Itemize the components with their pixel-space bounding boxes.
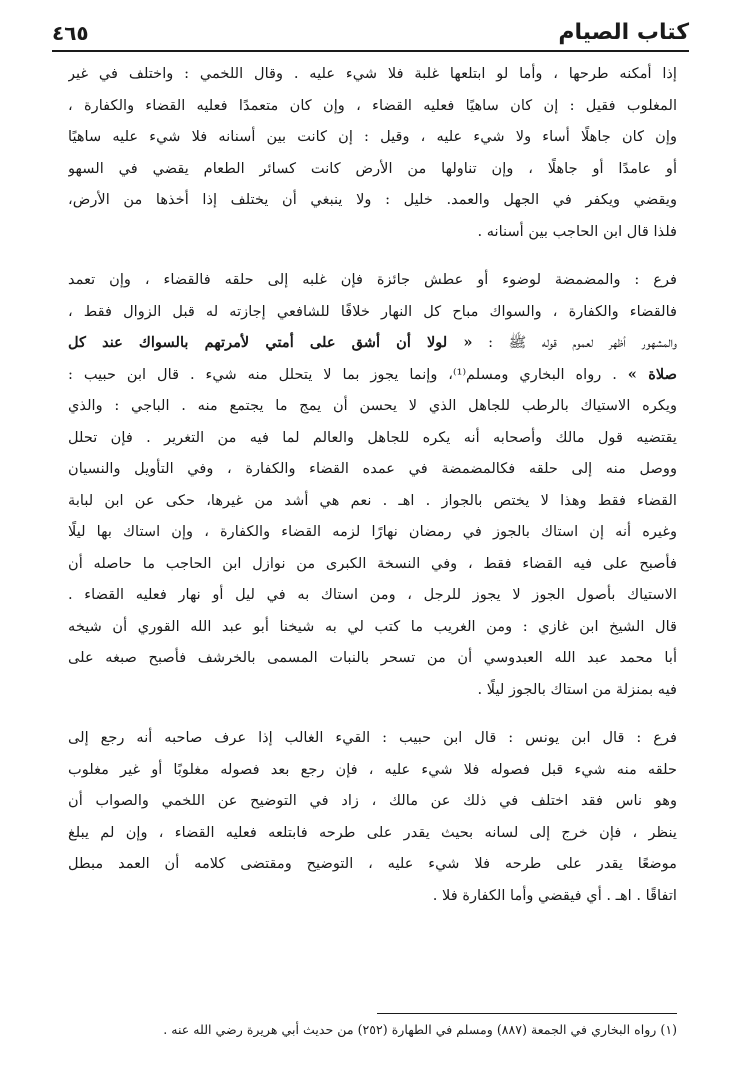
text-line: وهو ناس فقد اختلف في ذلك عن مالك ، زاد في التوضيح عن اللخمي والصواب أن	[68, 792, 677, 809]
page-header	[52, 14, 689, 52]
text-line: يقتضيه قول مالك وأصحابه أنه يكره للجاهل والعالم لما فيه من التغرير . فإن تحلل	[68, 428, 677, 446]
text-line: قال الشيخ ابن غازي : ومن الغريب ما كتب لي به شيخنا أبو عبد الله القوري أن شيخه	[68, 617, 677, 635]
text-line: حلقه منه شيء قبل فصوله فلا شيء عليه ، فإن رجع بعد فصوله مغلوبًا أو غير مغلوب	[68, 760, 677, 778]
main-text	[68, 58, 677, 911]
footnote: (١) رواه البخاري في الجمعة (٨٨٧) ومسلم في الطهارة (٢٥٢) من حديث أبي هريرة رضي الله عنه .	[163, 1022, 677, 1037]
text-line: فيه بمنزلة من استاك بالجوز ليلًا .	[477, 680, 677, 698]
paragraph-1	[68, 58, 677, 247]
text-line: وغيره أنه إن استاك بالجوز في رمضان نهارًا لزمه القضاء والكفارة ، وإن استاك بها ليلًا	[68, 523, 677, 540]
book-title: كتاب الصيام	[558, 20, 689, 45]
paragraph-gap	[68, 247, 677, 264]
text-line: أبا محمد عبد الله العبدوسي أن من تسحر بالنبات المسمى بالخرشف فأصبح صبغه على	[68, 649, 677, 666]
hadith-quote: « لولا أن أشق على أمتي لأمرتهم بالسواك عند كل	[68, 334, 473, 351]
text-line: فلذا قال ابن الحاجب بين أسنانه .	[477, 222, 677, 240]
text-line: ويكره الاستياك بالرطب للجاهل الذي لا يحسن أن يمج ما يجتمع منه . الباجي : والذي	[68, 397, 677, 414]
text-line: موضعًا يقدر على طرحه فلا شيء عليه ، التوضيح ومقتضى كلامه أن العمد مبطل	[68, 855, 677, 872]
text-line: ووصل منه إلى حلقه فكالمضمضة في عمده القضاء والكفارة ، وفي التأويل والنسيان	[68, 460, 677, 477]
text-line: الاستياك بأصول الجوز لا يجوز للرجل ، ومن استاك به في ليل أو نهار فعليه القضاء .	[68, 586, 677, 603]
text-line: المغلوب فقيل : إن كان ساهيًا فعليه القضاء ، وإن كان متعمدًا فعليه القضاء والكفارة ،	[68, 96, 677, 114]
text-line: فالقضاء والكفارة ، والسواك مباح كل النهار خلافًا للشافعي إجازته له قبل الزوال فقط ،	[68, 302, 677, 320]
text-line: القضاء فقط وهذا لا يختص بالجواز . اهـ . نعم هي أشد من غيرها، حكى عن ابن لبابة	[68, 491, 677, 509]
footnote-divider	[377, 1013, 677, 1014]
hadith-line: والمشهور أظهر لعموم قوله ﷺ : « لولا أن أشق على أمتي لأمرتهم بالسواك عند كل	[68, 334, 677, 351]
hadith-quote-end: صلاة »	[627, 365, 677, 383]
text-line: وإن كان جاهلًا أساء ولا شيء عليه ، وقيل : إن كانت بين أسنانه فلا شيء عليه ساهيًا	[68, 128, 677, 145]
paragraph-3	[68, 722, 677, 911]
text-line: فأصبح على فيه القضاء فقط ، وفي النسخة الكبرى من نوازل ابن الحاجب ما حاصله أن	[68, 554, 677, 572]
text-line: ويقضي ويكفر في الجهل والعمد. خليل : ولا ينبغي أن يختلف إذا أخذها من الأرض،	[68, 191, 677, 208]
text-line: أو عامدًا أو جاهلًا ، وإن تناولها من الأرض كانت كسائر الطعام يقضي في السهو	[68, 159, 677, 177]
paragraph-2	[68, 264, 677, 705]
text-line: ينظر ، فإن خرج إلى لسانه بحيث يقدر على طرحه فابتلعه فعليه القضاء ، وإن لم يبلغ	[68, 823, 677, 841]
text-line: فرع : قال ابن يونس : قال ابن حبيب : القيء الغالب إذا عرف صاحبه أنه رجع إلى	[68, 729, 677, 746]
page-number: ٤٦٥	[52, 21, 89, 45]
text-line: فرع : والمضمضة لوضوء أو عطش جائزة فإن غلبه إلى حلقه فالقضاء ، وإن تعمد	[68, 271, 677, 288]
text-line: صلاة » . رواه البخاري ومسلم⁽¹⁾، وإنما يجوز بما لا يتحلل منه شيء . قال ابن حبيب :	[68, 365, 677, 383]
text-line: اتفاقًا . اهـ . أي فيقضي وأما الكفارة فلا .	[432, 886, 677, 904]
paragraph-gap	[68, 705, 677, 722]
text-line: إذا أمكنه طرحها ، وأما لو ابتلعها غلبة فلا شيء عليه . وقال اللخمي : واختلف في غير	[68, 65, 677, 82]
